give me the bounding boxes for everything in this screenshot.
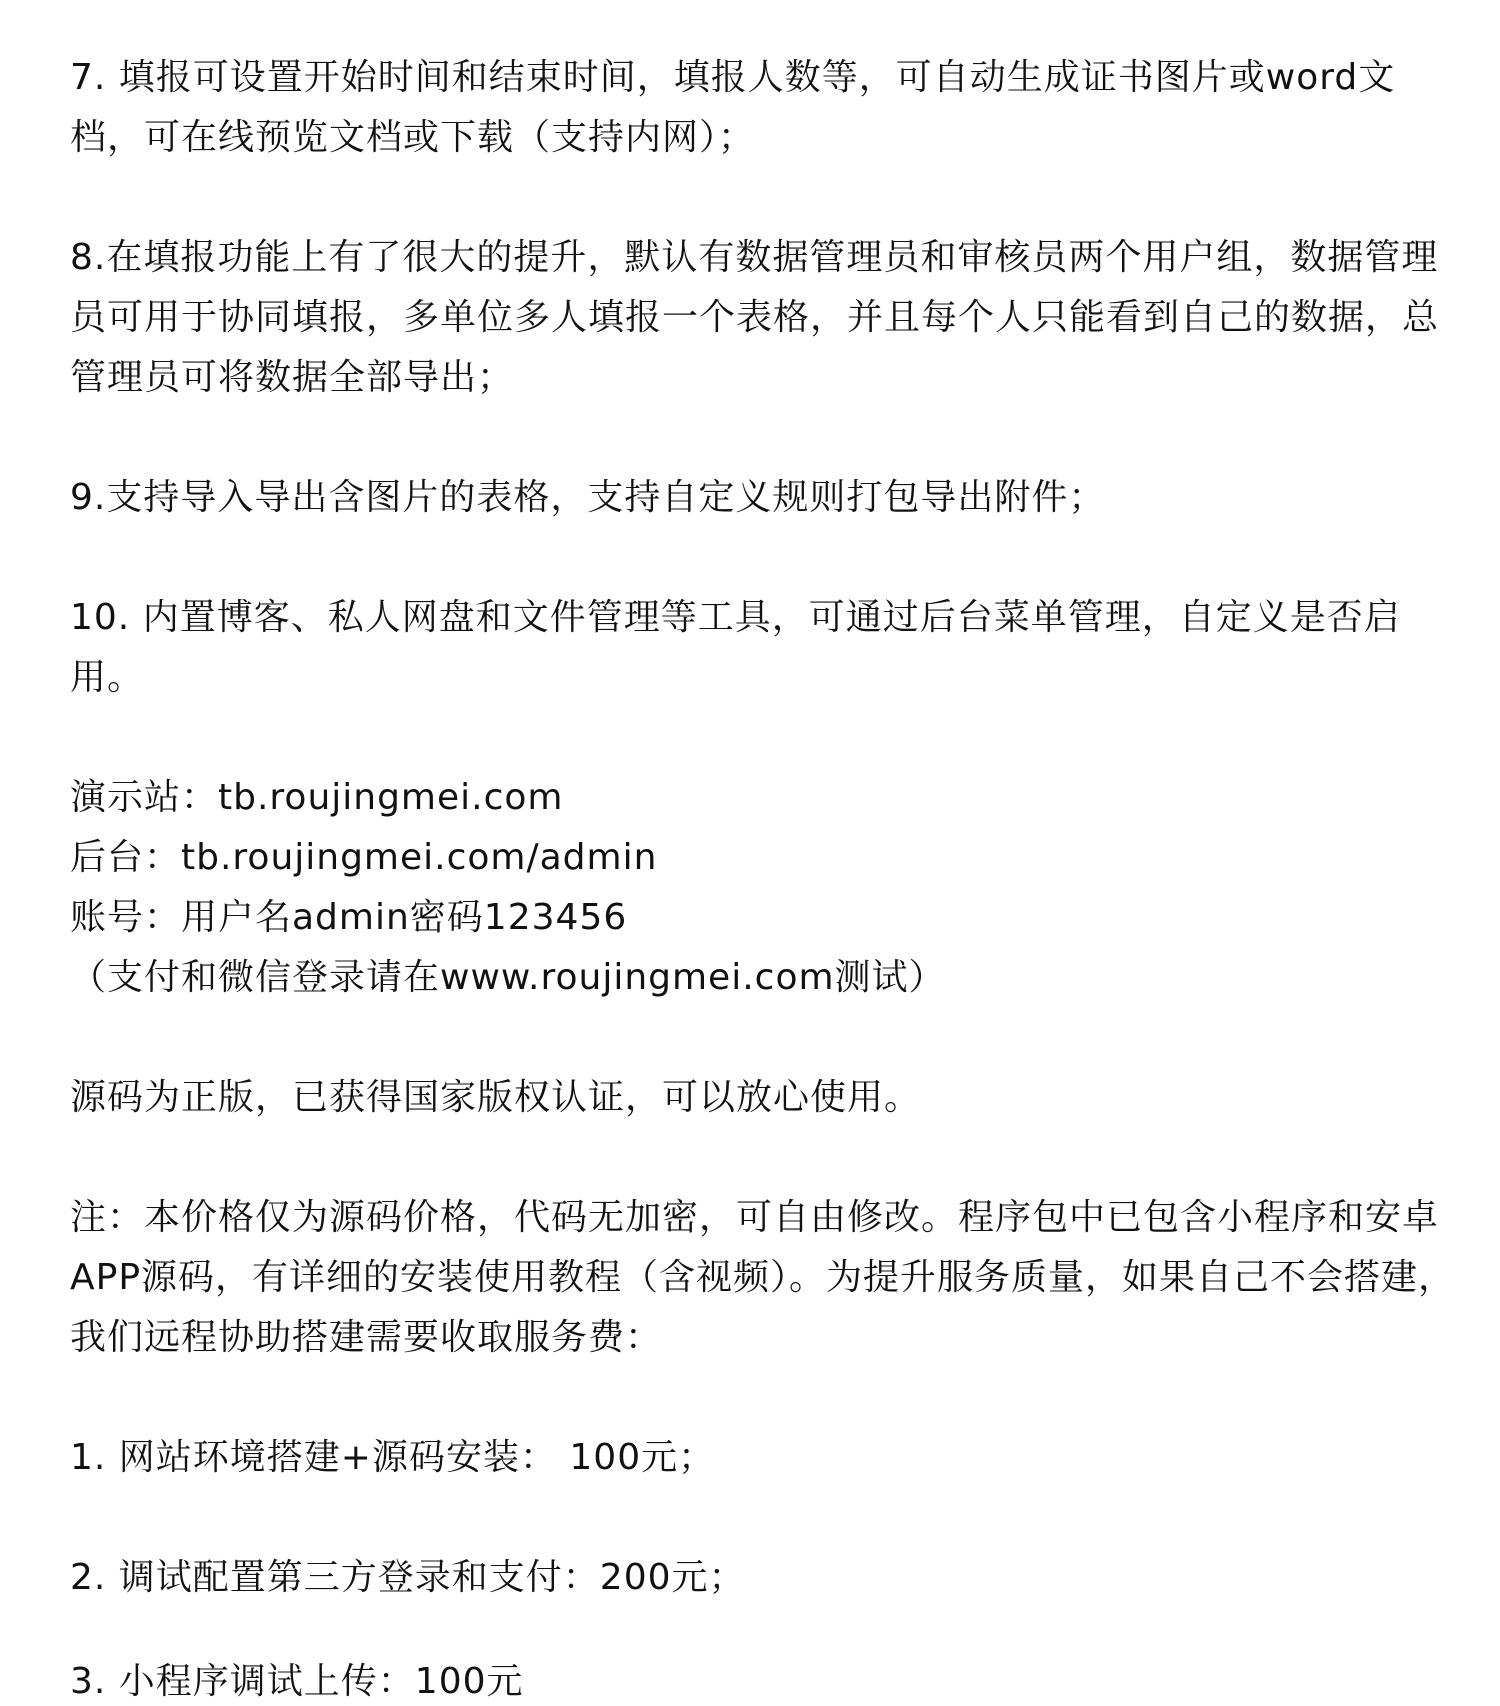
demo-note: （支付和微信登录请在www.roujingmei.com测试） bbox=[70, 957, 946, 998]
demo-admin: 后台：tb.roujingmei.com/admin bbox=[70, 837, 658, 878]
license-statement: 源码为正版，已获得国家版权认证，可以放心使用。 bbox=[70, 1077, 922, 1118]
feature-item-10: 10. 内置博客、私人网盘和文件管理等工具，可通过后台菜单管理，自定义是否启用。 bbox=[70, 597, 1401, 698]
feature-item-7: 7. 填报可设置开始时间和结束时间，填报人数等，可自动生成证书图片或word文档，可在线预览文档或下载（支持内网）； bbox=[70, 57, 1396, 158]
service-item-2: 2. 调试配置第三方登录和支付：200元； bbox=[70, 1557, 746, 1598]
demo-info bbox=[70, 768, 1460, 1008]
demo-site: 演示站：tb.roujingmei.com bbox=[70, 777, 564, 818]
service-notice: 注：本价格仅为源码价格，代码无加密，可自由修改。程序包中已包含小程序和安卓APP源码，有详细的安装使用教程（含视频）。为提升服务质量，如果自己不会搭建，我们远程协助搭建需要收取服务费： bbox=[70, 1197, 1456, 1358]
feature-item-8: 8.在填报功能上有了很大的提升，默认有数据管理员和审核员两个用户组，数据管理员可用于协同填报，多单位多人填报一个表格，并且每个人只能看到自己的数据，总管理员可将数据全部导出； bbox=[70, 237, 1440, 398]
service-item-3: 3. 小程序调试上传：100元 bbox=[70, 1661, 524, 1702]
service-item-1: 1. 网站环境搭建+源码安装： 100元； bbox=[70, 1437, 716, 1478]
feature-item-9: 9.支持导入导出含图片的表格，支持自定义规则打包导出附件； bbox=[70, 477, 1106, 518]
cut-off-line-area bbox=[0, 1630, 1500, 1706]
document-page bbox=[70, 48, 1460, 1668]
demo-account: 账号：用户名admin密码123456 bbox=[70, 897, 628, 938]
